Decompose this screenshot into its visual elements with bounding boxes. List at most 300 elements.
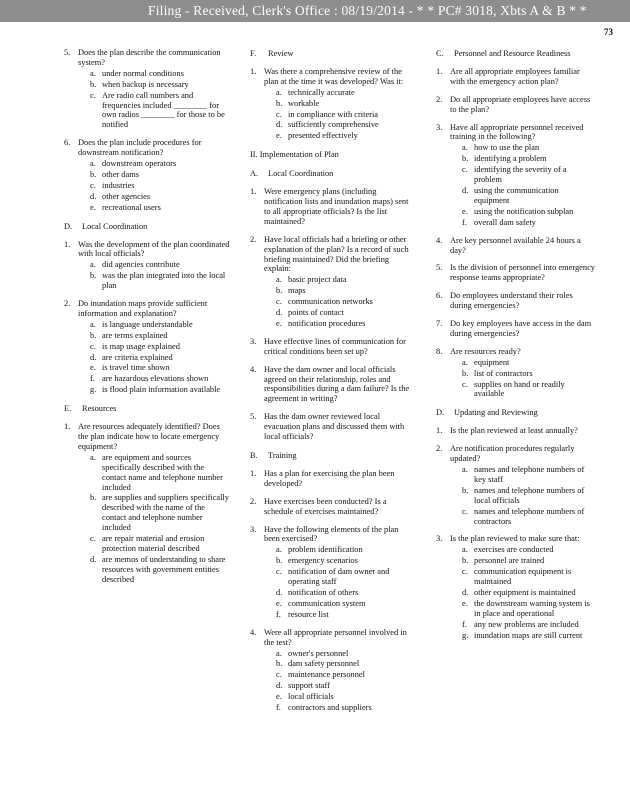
subitem-letter: d. — [276, 120, 283, 130]
subitem-letter: e. — [462, 206, 468, 216]
subitem-letter: b. — [462, 368, 469, 378]
subitem-text: how to use the plan — [474, 143, 540, 153]
subitem-letter: b. — [90, 330, 97, 340]
item-text: Have the following elements of the plan been exercised? — [264, 524, 399, 544]
subitem-text: technically accurate — [288, 87, 355, 97]
item-text: Does the plan describe the communication system? — [78, 48, 221, 67]
item-text: Is the plan reviewed at least annually? — [450, 426, 578, 436]
subitem-text: when backup is necessary — [102, 79, 189, 89]
checklist-item — [436, 123, 596, 228]
subitem-letter: e. — [276, 598, 282, 608]
item-number: 4. — [250, 627, 257, 637]
subitem — [276, 670, 416, 680]
filing-stamp-text: Filing - Received, Clerk's Office : 08/19/2014 - * * PC# 3018, Xbts A & B * * — [148, 3, 587, 18]
checklist-item — [250, 187, 416, 227]
column-3 — [436, 40, 596, 641]
subitem — [276, 567, 416, 587]
subitem-text: using the communication equipment — [474, 185, 559, 205]
checklist-item — [436, 67, 596, 87]
subitem-letter: c. — [90, 180, 96, 190]
item-text: Were all appropriate personnel involved in the test? — [264, 627, 407, 647]
subitem-letter: b. — [276, 286, 283, 296]
subitem-list — [462, 545, 596, 640]
subitem-text: dam safety personnel — [288, 659, 360, 669]
subitem-letter: d. — [276, 308, 283, 318]
subitem — [90, 534, 230, 554]
subitem-text: under normal conditions — [102, 68, 184, 78]
subitem-letter: a. — [276, 648, 282, 658]
subitem-letter: b. — [276, 659, 283, 669]
subitem-text: notification of dam owner and operating staff — [288, 567, 390, 587]
subitem — [276, 649, 416, 659]
subitem-text: is travel time shown — [102, 363, 170, 373]
subitem-text: support staff — [288, 681, 330, 691]
checklist-item — [250, 525, 416, 620]
subitem — [462, 207, 596, 217]
item-text: Have effective lines of communication for critical conditions been set up? — [264, 336, 406, 356]
subitem — [90, 80, 230, 90]
item-number: 2. — [436, 444, 443, 454]
subitem-text: other equipment is maintained — [474, 587, 576, 597]
item-text: Has a plan for exercising the plan been developed? — [264, 468, 395, 488]
subitem-letter: f. — [462, 619, 467, 629]
subitem — [90, 342, 230, 352]
subitem-letter: c. — [90, 341, 96, 351]
subitem — [90, 385, 230, 395]
subitem — [462, 165, 596, 185]
subitem-text: is language understandable — [102, 319, 193, 329]
section-title: Training — [268, 451, 297, 460]
checklist-item — [436, 291, 596, 311]
subitem-text: sufficiently comprehensive — [288, 120, 379, 130]
checklist-item — [436, 444, 596, 526]
subitem-letter: b. — [276, 98, 283, 108]
item-number: 4. — [250, 364, 257, 374]
item-number: 3. — [250, 336, 257, 346]
subitem-letter: b. — [90, 79, 97, 89]
subitem-letter: e. — [276, 318, 282, 328]
subitem-letter: f. — [276, 703, 281, 713]
subitem-list — [462, 465, 596, 526]
subitem — [462, 358, 596, 368]
subitem-text: inundation maps are still current — [474, 630, 583, 640]
subitem-letter: f. — [462, 217, 467, 227]
subitem-letter: a. — [90, 260, 96, 270]
subitem — [276, 588, 416, 598]
subitem — [90, 374, 230, 384]
section-heading — [64, 404, 230, 414]
subitem-letter: d. — [462, 185, 469, 195]
item-number: 2. — [64, 299, 71, 309]
item-number: 6. — [436, 291, 443, 301]
column-1 — [64, 40, 230, 585]
item-number: 5. — [64, 48, 71, 57]
item-number: 7. — [436, 319, 443, 329]
subitem — [90, 493, 230, 533]
subitem — [462, 545, 596, 555]
checklist-item — [250, 235, 416, 329]
subitem-letter: b. — [462, 556, 469, 566]
subitem-letter: c. — [462, 165, 468, 175]
checklist-item — [436, 534, 596, 640]
subitem-letter: a. — [462, 465, 468, 474]
subitem — [90, 203, 230, 213]
subitem-letter: f. — [276, 609, 281, 619]
subitem — [462, 154, 596, 164]
subitem-text: are supplies and suppliers specifically described with the name of the contact and telephone number included — [102, 493, 229, 533]
section-heading — [250, 169, 416, 179]
subitem-text: emergency scenarios — [288, 556, 358, 566]
subitem-text: points of contact — [288, 308, 344, 318]
item-number: 2. — [250, 234, 257, 244]
subitem — [90, 453, 230, 493]
subitem-text: contractors and suppliers — [288, 703, 372, 713]
subitem-letter: d. — [90, 554, 97, 564]
subitem — [90, 192, 230, 202]
subitem-text: presented effectively — [288, 131, 358, 141]
subitem — [90, 260, 230, 270]
subitem — [462, 620, 596, 630]
subitem-letter: e. — [90, 363, 96, 373]
subitem — [90, 363, 230, 373]
section-letter: E. — [64, 404, 72, 414]
subitem-letter: a. — [90, 319, 96, 329]
item-text: Was there a comprehensive review of the plan at the time it was developed? Was it: — [264, 66, 404, 86]
subitem — [90, 353, 230, 363]
checklist-item — [436, 263, 596, 283]
checklist-item — [250, 497, 416, 517]
item-text: Are key personnel available 24 hours a day? — [450, 235, 581, 255]
subitem — [276, 120, 416, 130]
item-text: Are resources adequately identified? Does the plan indicate how to locate emergency equipment? — [78, 422, 220, 451]
subitem — [90, 91, 230, 131]
subitem — [90, 69, 230, 79]
subitem — [276, 545, 416, 555]
subitem — [462, 567, 596, 587]
subitem-text: using the notification subplan — [474, 206, 574, 216]
subitem — [276, 659, 416, 669]
item-text: Does the plan include procedures for downstream notification? — [78, 138, 202, 158]
item-text: Was the development of the plan coordinated with local officials? — [78, 239, 230, 259]
subitem-letter: a. — [276, 87, 282, 97]
section-title: Resources — [82, 404, 117, 414]
item-number: 1. — [250, 468, 257, 478]
section-heading — [64, 222, 230, 232]
checklist-item — [64, 240, 230, 292]
subitem-text: downstream operators — [102, 159, 177, 169]
section-letter: D. — [64, 221, 73, 231]
subitem-letter: b. — [276, 556, 283, 566]
subitem — [276, 131, 416, 141]
item-text: Do inundation maps provide sufficient information and explanation? — [78, 299, 208, 318]
item-number: 1. — [250, 187, 257, 197]
item-number: 2. — [250, 496, 257, 506]
subitem-text: the downstream warning system is in place and operational — [474, 598, 590, 618]
item-number: 1. — [250, 66, 257, 76]
subitem-list — [276, 275, 416, 329]
subitem-text: other agencies — [102, 191, 151, 201]
subitem-text: communication networks — [288, 297, 373, 307]
subitem-text: are repair material and erosion protection material described — [102, 534, 205, 553]
subitem — [90, 555, 230, 585]
subitem-letter: a. — [462, 143, 468, 153]
item-text: Have local officials had a briefing or other explanation of the plan? Is a record of such briefing maintained? Did the briefing explain: — [264, 234, 409, 274]
subitem-list — [462, 143, 596, 227]
item-text: Were emergency plans (including notification lists and inundation maps) sent to all appropriate officials? Is the list maintained? — [264, 187, 409, 226]
subitem — [462, 507, 596, 527]
section-heading — [436, 408, 596, 418]
subitem-letter: a. — [90, 159, 96, 169]
subitem-text: maintenance personnel — [288, 670, 365, 680]
subitem-list — [90, 159, 230, 213]
subitem-list — [90, 453, 230, 585]
subitem — [276, 599, 416, 609]
subitem-text: are equipment and sources specifically described with the contact name and telephone number included — [102, 452, 223, 492]
item-text: Has the dam owner reviewed local evacuation plans and discussed them with local officials? — [264, 412, 405, 442]
section-heading — [250, 451, 416, 461]
subitem-text: personnel are trained — [474, 556, 545, 566]
checklist-item — [64, 48, 230, 130]
subitem-list — [276, 649, 416, 713]
item-text: Have exercises been conducted? Is a schedule of exercises maintained? — [264, 496, 387, 516]
subitem-letter: a. — [90, 452, 96, 462]
section-letter: C. — [436, 49, 444, 58]
subitem-letter: b. — [90, 271, 97, 281]
subitem-text: other dams — [102, 169, 139, 179]
item-text: Are notification procedures regularly updated? — [450, 444, 575, 464]
subitem-text: resource list — [288, 609, 329, 619]
subitem-letter: e. — [90, 202, 96, 212]
subitem — [462, 631, 596, 641]
subitem-text: notification of others — [288, 587, 359, 597]
subitem — [276, 692, 416, 702]
subitem-letter: a. — [276, 275, 282, 285]
subitem-text: list of contractors — [474, 368, 533, 378]
subitem-letter: c. — [276, 297, 282, 307]
subitem-text: communication equipment is maintained — [474, 567, 572, 587]
subitem — [276, 319, 416, 329]
subitem-letter: a. — [90, 68, 96, 78]
section-letter: F. — [250, 49, 257, 58]
checklist-item — [436, 347, 596, 400]
subitem-text: local officials — [288, 692, 334, 702]
item-text: Are resources ready? — [450, 346, 521, 356]
subitem — [462, 599, 596, 619]
checklist-item — [250, 337, 416, 357]
subitem-letter: a. — [276, 545, 282, 555]
subitem-text: are hazardous elevations shown — [102, 374, 209, 384]
subitem — [276, 610, 416, 620]
subitem-letter: a. — [462, 545, 468, 555]
item-number: 3. — [436, 534, 443, 544]
checklist-item — [64, 299, 230, 395]
section-letter: D. — [436, 408, 445, 418]
column-2 — [250, 40, 416, 713]
subitem — [276, 110, 416, 120]
subitem — [90, 170, 230, 180]
subitem-letter: c. — [90, 534, 96, 544]
subitem — [462, 143, 596, 153]
subitem — [462, 556, 596, 566]
subitem — [276, 681, 416, 691]
subitem — [90, 320, 230, 330]
subitem — [462, 218, 596, 228]
subitem-text: industries — [102, 180, 135, 190]
item-number: 2. — [436, 94, 443, 104]
subitem-list — [90, 320, 230, 395]
item-number: 5. — [436, 263, 443, 273]
subitem-letter: b. — [90, 169, 97, 179]
subitem-letter: b. — [462, 485, 469, 495]
subitem-text: is flood plain information available — [102, 385, 221, 395]
subitem — [276, 275, 416, 285]
subitem — [90, 271, 230, 291]
filing-stamp-banner — [0, 0, 630, 22]
item-number: 1. — [436, 66, 443, 76]
item-number: 1. — [436, 426, 443, 436]
item-number: 1. — [64, 422, 71, 432]
subitem-letter: g. — [90, 385, 97, 395]
subitem-text: exercises are conducted — [474, 545, 554, 555]
subitem-text: notification procedures — [288, 318, 366, 328]
subitem — [462, 588, 596, 598]
section-title: Updating and Reviewing — [454, 408, 538, 418]
subitem — [276, 99, 416, 109]
subitem-letter: d. — [90, 352, 97, 362]
subitem-letter: e. — [462, 598, 468, 608]
subitem-letter: c. — [276, 670, 282, 680]
checklist-item — [436, 426, 596, 436]
subitem-text: Are radio call numbers and frequencies included ________ for own radios ________ for those to be notified — [102, 90, 225, 130]
subitem-text: basic project data — [288, 275, 347, 285]
subitem-list — [90, 69, 230, 130]
subitem — [462, 486, 596, 506]
subitem-list — [462, 358, 596, 400]
item-text: Do key employees have access in the dam during emergencies? — [450, 319, 592, 338]
checklist-item — [64, 422, 230, 585]
subitem-letter: b. — [462, 154, 469, 164]
subitem-text: supplies on hand or readily available — [474, 379, 565, 399]
subitem-letter: e. — [276, 692, 282, 702]
checklist-item — [250, 365, 416, 405]
subitem-letter: d. — [276, 587, 283, 597]
subitem-letter: c. — [462, 567, 468, 577]
checklist-item — [436, 319, 596, 339]
checklist-item — [64, 138, 230, 212]
subitem — [276, 286, 416, 296]
subitem-letter: c. — [276, 109, 282, 119]
subitem-text: identifying a problem — [474, 154, 547, 164]
subitem-text: equipment — [474, 357, 510, 367]
item-text: Have the dam owner and local officials agreed on their relationship, roles and responsibilities during a dam failure? Is the agreement in writing? — [264, 364, 410, 404]
subitem-text: was the plan integrated into the local plan — [102, 271, 226, 291]
item-text: Do all appropriate employees have access to the plan? — [450, 94, 591, 114]
subitem-text: problem identification — [288, 545, 363, 555]
subitem-text: did agencies contribute — [102, 260, 180, 270]
page-number: 73 — [604, 27, 613, 37]
subitem-text: identifying the severity of a problem — [474, 165, 567, 185]
subitem-text: maps — [288, 286, 306, 296]
subitem — [276, 88, 416, 98]
subitem — [90, 181, 230, 191]
subitem — [462, 186, 596, 206]
section-heading — [436, 49, 596, 59]
subitem-text: are criteria explained — [102, 352, 173, 362]
subitem-list — [276, 545, 416, 619]
subitem-letter: d. — [276, 681, 283, 691]
item-number: 1. — [64, 239, 71, 249]
subitem — [276, 308, 416, 318]
subitem-letter: c. — [90, 90, 96, 100]
item-text: Is the plan reviewed to make sure that: — [450, 534, 580, 544]
section-letter: B. — [250, 451, 258, 460]
subitem-text: recreational users — [102, 202, 161, 212]
subitem-text: names and telephone numbers of key staff — [474, 465, 585, 484]
section-title: Review — [268, 49, 294, 58]
subitem-text: are memos of understanding to share resources with government entities described — [102, 554, 226, 584]
subitem — [276, 297, 416, 307]
item-number: 4. — [436, 235, 443, 245]
item-number: 3. — [436, 122, 443, 132]
subitem-letter: e. — [276, 131, 282, 141]
checklist-item — [436, 95, 596, 115]
item-number: 3. — [250, 524, 257, 534]
item-number: 8. — [436, 346, 443, 356]
item-text: Do employees understand their roles during emergencies? — [450, 291, 573, 311]
subitem — [276, 556, 416, 566]
subitem-text: names and telephone numbers of contractors — [474, 506, 585, 526]
subitem — [462, 369, 596, 379]
subitem-list — [276, 88, 416, 142]
subitem-list — [90, 260, 230, 291]
checklist-item — [250, 469, 416, 489]
checklist-item — [250, 412, 416, 442]
subitem-letter: b. — [90, 493, 97, 503]
subitem-text: are terms explained — [102, 330, 168, 340]
section-title: Personnel and Resource Readiness — [454, 49, 571, 58]
subitem-letter: c. — [462, 379, 468, 389]
subitem-letter: c. — [276, 567, 282, 577]
subitem-letter: d. — [90, 191, 97, 201]
checklist-item — [250, 67, 416, 141]
subitem-text: names and telephone numbers of local officials — [474, 485, 585, 505]
item-number: 5. — [250, 412, 257, 422]
section-heading — [250, 49, 416, 59]
subitem-text: in compliance with criteria — [288, 109, 378, 119]
subitem-text: owner's personnel — [288, 648, 349, 658]
subitem-text: is map usage explained — [102, 341, 180, 351]
item-text: Is the division of personnel into emergency response teams appropriate? — [450, 263, 595, 283]
subitem — [462, 465, 596, 485]
subitem-letter: f. — [90, 374, 95, 384]
subitem — [276, 703, 416, 713]
part-heading: II. Implementation of Plan — [250, 150, 339, 160]
checklist-item — [436, 236, 596, 256]
section-title: Local Coordination — [268, 169, 334, 179]
subitem — [462, 380, 596, 400]
item-number: 6. — [64, 138, 71, 148]
section-letter: A. — [250, 169, 259, 179]
subitem-text: workable — [288, 98, 320, 108]
subitem-letter: d. — [462, 587, 469, 597]
item-text: Are all appropriate employees familiar with the emergency action plan? — [450, 66, 580, 86]
subitem-text: overall dam safety — [474, 217, 536, 227]
section-title: Local Coordination — [82, 221, 148, 231]
item-text: Have all appropriate personnel received training in the following? — [450, 122, 584, 142]
subitem-text: communication system — [288, 598, 366, 608]
subitem — [90, 331, 230, 341]
subitem-letter: c. — [462, 506, 468, 516]
